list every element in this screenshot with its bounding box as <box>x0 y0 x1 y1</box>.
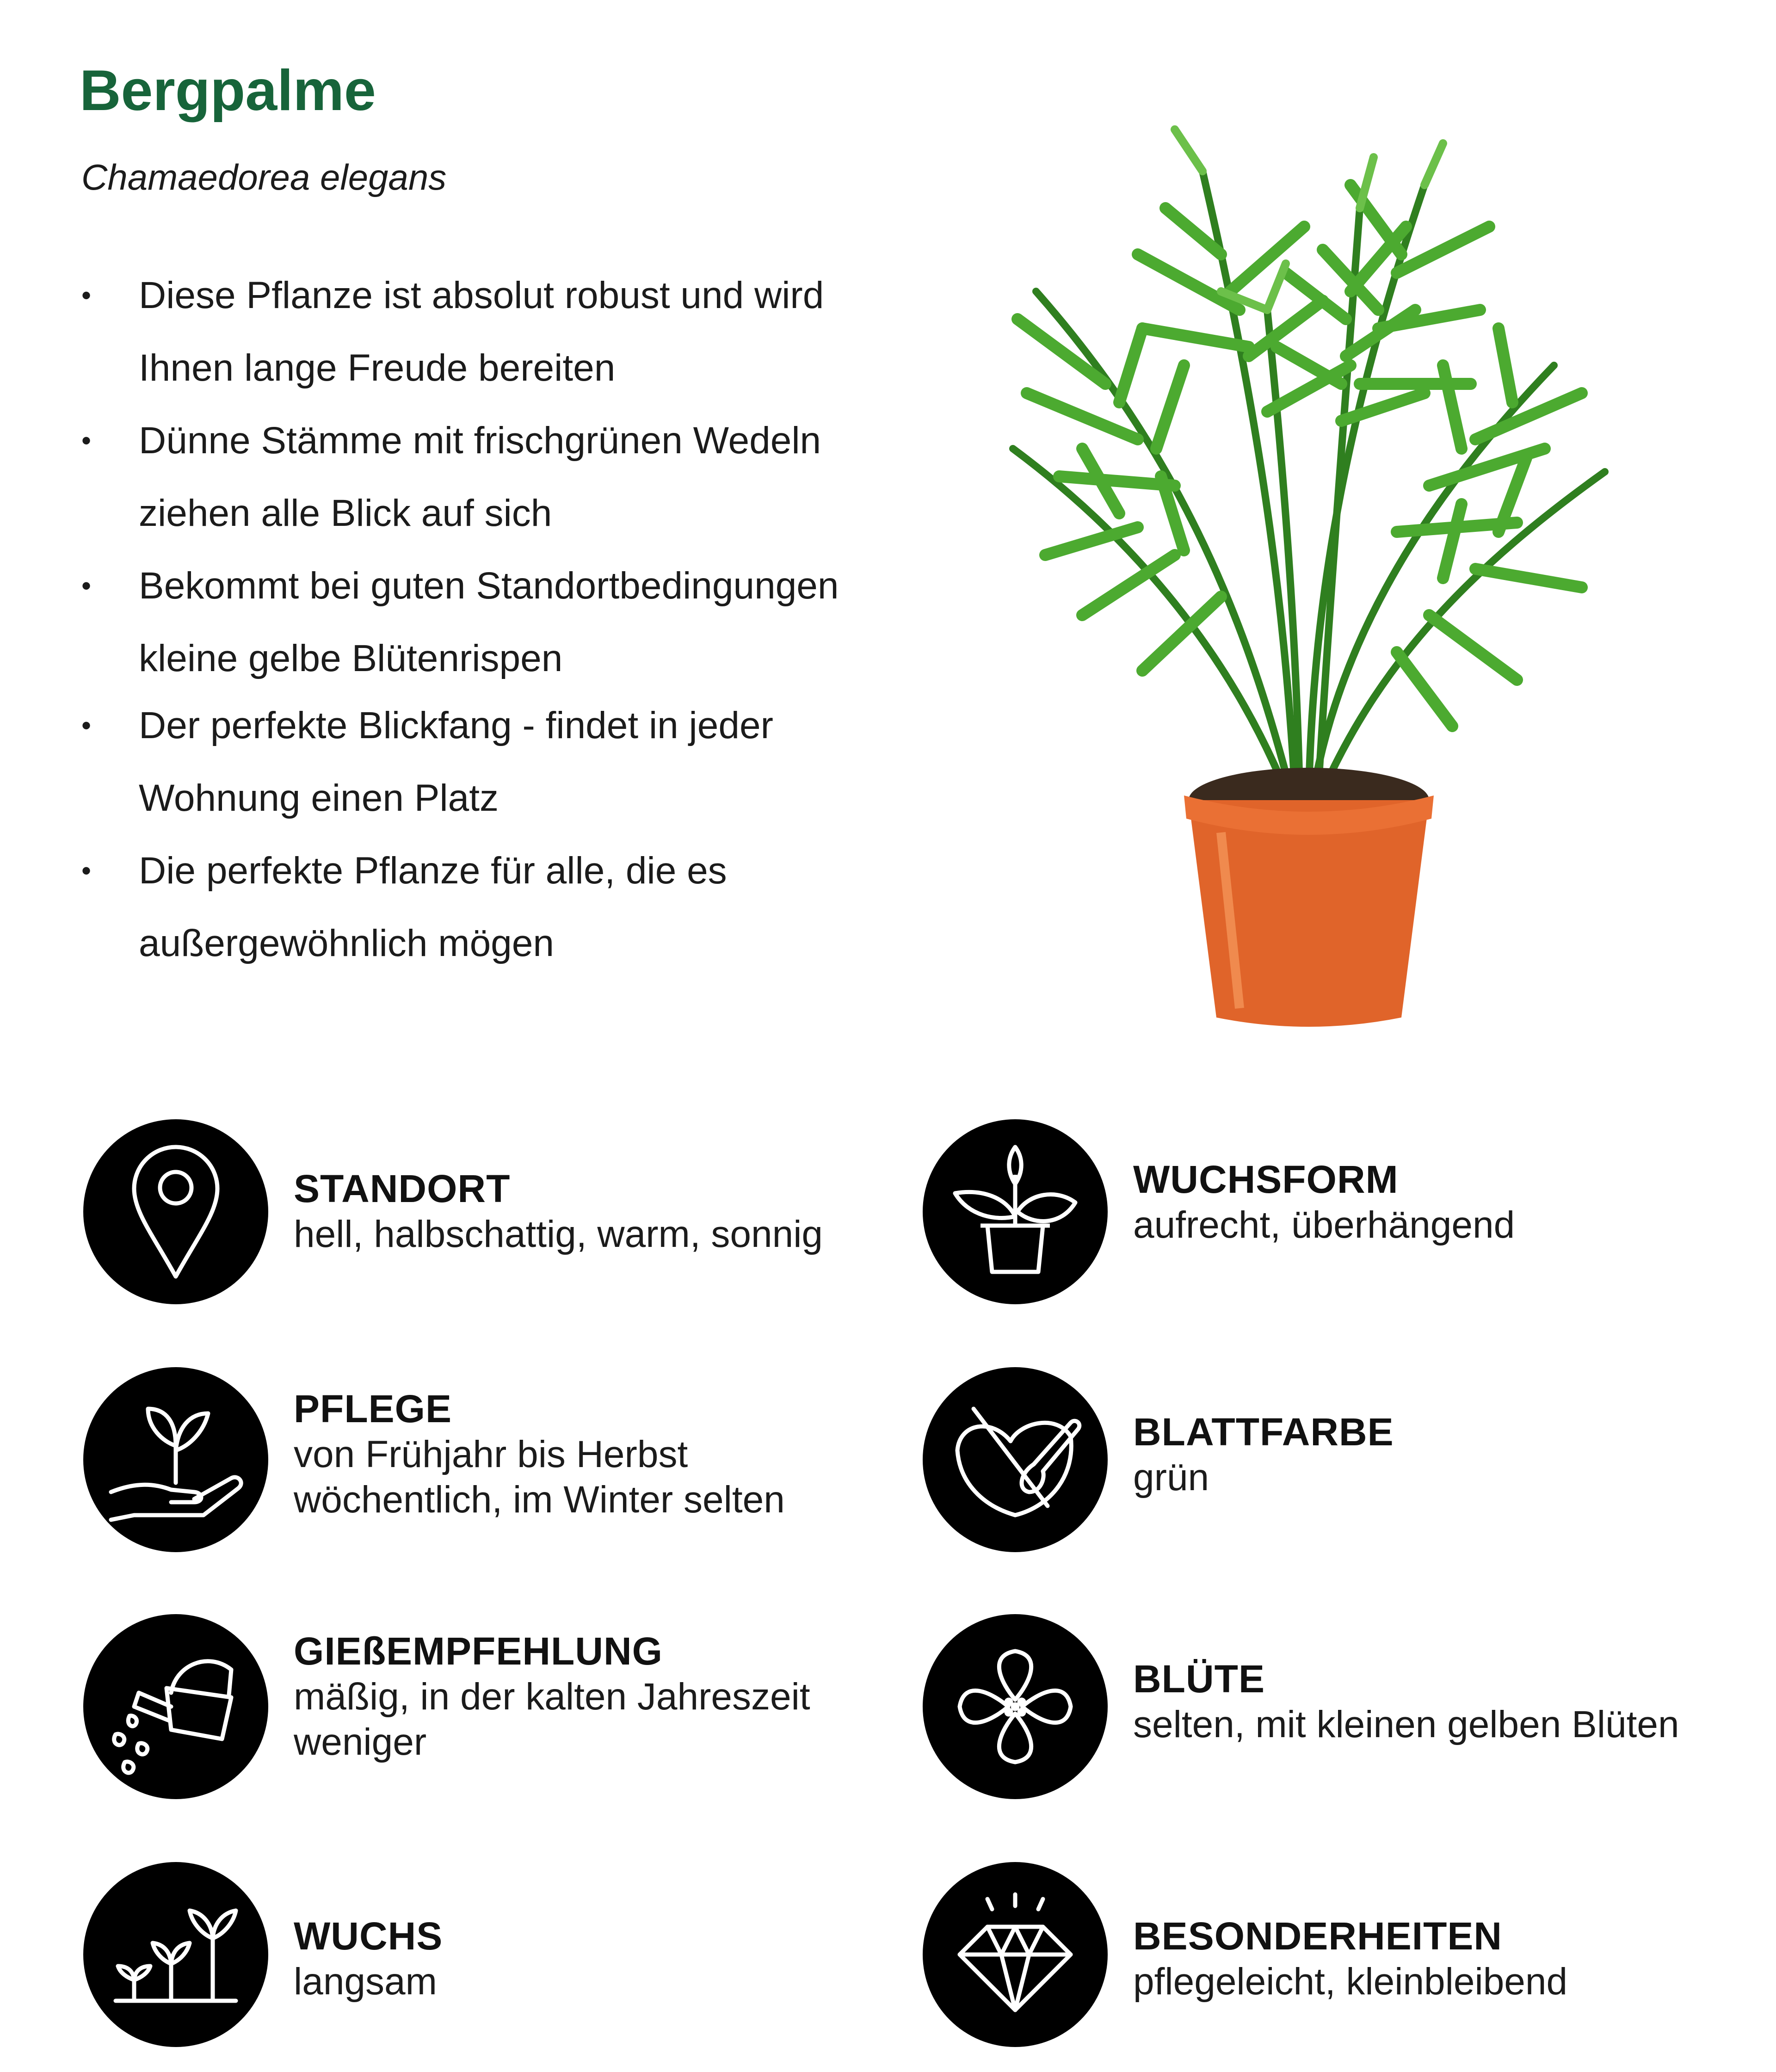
potted-plant-icon <box>923 1119 1108 1304</box>
growing-sprouts-icon <box>83 1862 268 2047</box>
bullet-text-line: Ihnen lange Freude bereiten <box>139 347 616 389</box>
bullet-text-line: kleine gelbe Blütenrispen <box>139 637 563 679</box>
feature-value: grün <box>1133 1456 1209 1498</box>
bullet-dot: • <box>81 710 92 741</box>
sprout-in-hand-icon <box>83 1367 268 1552</box>
feature-wuchsform-text <box>1133 1156 1711 1248</box>
feature-value: langsam <box>294 1961 437 2003</box>
bullet-text-line: Bekommt bei guten Standortbedingungen <box>139 565 839 607</box>
feature-label: WUCHS <box>294 1914 443 1958</box>
feature-blattfarbe-text <box>1133 1409 1711 1500</box>
feature-wuchs-text <box>294 1913 872 2004</box>
product-plant-image <box>944 32 1646 1031</box>
feature-label: BLÜTE <box>1133 1657 1265 1701</box>
bullet-dot: • <box>81 570 92 601</box>
feature-value: pflegeleicht, kleinbleibend <box>1133 1961 1568 2003</box>
bullet-dot: • <box>81 855 92 886</box>
feature-label: STANDORT <box>294 1167 511 1210</box>
feature-label: WUCHSFORM <box>1133 1158 1399 1201</box>
bullet-dot: • <box>81 280 92 311</box>
feature-bullet-list <box>81 259 960 980</box>
feature-label: GIEßEMPFEHLUNG <box>294 1629 663 1673</box>
feature-value: mäßig, in der kalten Jahreszeit <box>294 1676 810 1718</box>
bullet-text-line: außergewöhnlich mögen <box>139 922 554 964</box>
feature-value: hell, halbschattig, warm, sonnig <box>294 1213 823 1255</box>
flower-icon <box>923 1614 1108 1799</box>
bullet-item <box>81 549 960 695</box>
feature-standort-text <box>294 1166 872 1257</box>
feature-value: von Frühjahr bis Herbst <box>294 1433 688 1475</box>
page-title: Bergpalme <box>80 59 376 123</box>
watering-can-icon <box>83 1614 268 1799</box>
feature-value: selten, mit kleinen gelben Blüten <box>1133 1703 1679 1745</box>
feature-pflege-text <box>294 1386 872 1523</box>
botanical-name: Chamaedorea elegans <box>81 157 447 197</box>
feature-bluete-text <box>1133 1656 1711 1747</box>
plant-pot <box>1184 768 1434 1027</box>
bullet-item <box>81 834 960 980</box>
bullet-text-line: ziehen alle Blick auf sich <box>139 492 552 534</box>
feature-label: PFLEGE <box>294 1387 452 1431</box>
feature-value: weniger <box>294 1721 427 1763</box>
feature-label: BLATTFARBE <box>1133 1410 1394 1454</box>
bullet-dot: • <box>81 425 92 456</box>
feature-label: BESONDERHEITEN <box>1133 1914 1503 1958</box>
feature-giessempfehlung-text <box>294 1628 872 1765</box>
bullet-text-line: Dünne Stämme mit frischgrünen Wedeln <box>139 419 821 462</box>
feature-besonderheiten-text <box>1133 1913 1711 2004</box>
feature-value: wöchentlich, im Winter selten <box>294 1479 785 1521</box>
bullet-text-line: Der perfekte Blickfang - findet in jeder <box>139 704 773 746</box>
palm-fronds <box>1013 130 1605 791</box>
bullet-item <box>81 404 960 549</box>
bullet-item <box>81 689 960 834</box>
leaf-paintbrush-icon <box>923 1367 1108 1552</box>
bullet-item <box>81 259 960 404</box>
bullet-text-line: Wohnung einen Platz <box>139 777 499 819</box>
bullet-text-line: Diese Pflanze ist absolut robust und wird <box>139 274 824 316</box>
location-pin-icon <box>83 1119 268 1304</box>
diamond-icon <box>923 1862 1108 2047</box>
bullet-text-line: Die perfekte Pflanze für alle, die es <box>139 850 727 892</box>
feature-value: aufrecht, überhängend <box>1133 1204 1515 1246</box>
